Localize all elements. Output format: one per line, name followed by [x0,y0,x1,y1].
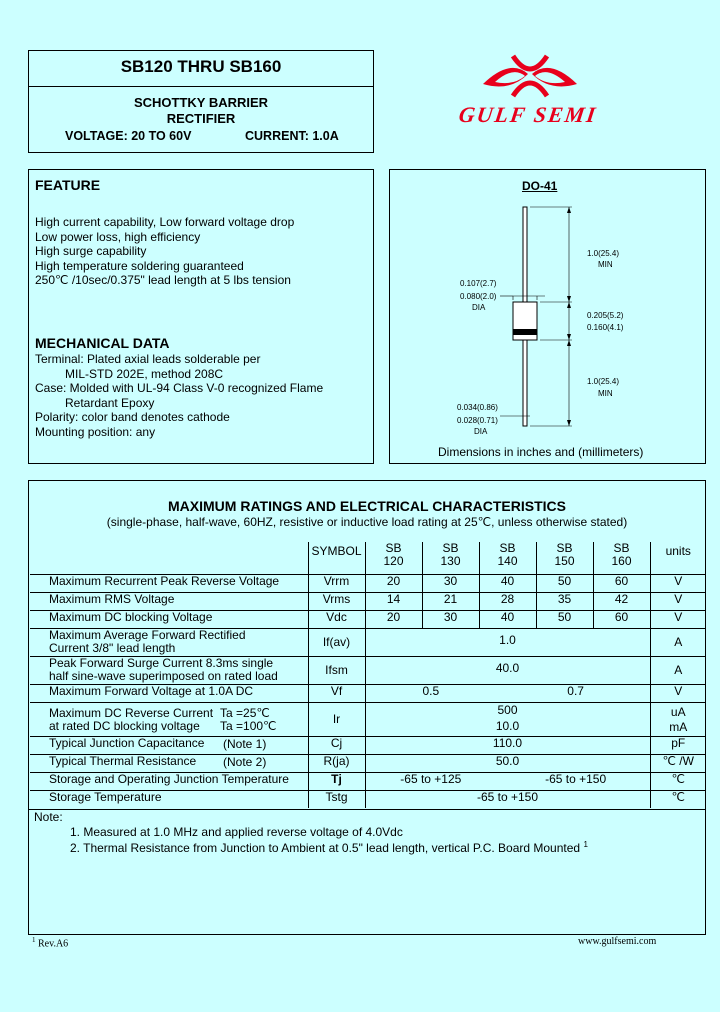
table-row [30,574,706,592]
param-cell: Maximum DC Reverse Current at rated DC blocking voltage Ta =25℃ Ta =100℃ [30,702,308,736]
dim-body-len-max: 0.205(5.2) [587,311,624,320]
unit-cell: V [650,610,706,628]
brand-name: GULF SEMI [457,102,599,127]
title-box [28,50,374,153]
unit-cell: uA mA [650,702,706,736]
unit-cell: V [650,574,706,592]
value-cell: 14 [365,592,422,610]
dim-body-dia-max: 0.107(2.7) [460,279,497,288]
symbol-header: SYMBOL [308,542,365,574]
dim-body-dia-label: DIA [472,303,486,312]
symbol-cell: Cj [308,736,365,754]
package-name: DO-41 [522,179,558,193]
dimension-caption: Dimensions in inches and (millimeters) [438,445,644,459]
param-cell: Typical Thermal Resistance (Note 2) [30,754,308,772]
dim-lead-bottom-min: MIN [598,389,613,398]
unit-cell: ℃ [650,790,706,808]
symbol-cell: Tj [308,772,365,790]
value-cell: -65 to +125 -65 to +150 [365,772,650,790]
value-cell: 30 [422,574,479,592]
value-cell: 40 [479,610,536,628]
part-header: SB 120 [365,542,422,574]
value-cell: 60 [593,574,650,592]
symbol-cell: Ifsm [308,656,365,684]
param-cell: Maximum Recurrent Peak Reverse Voltage [30,574,308,592]
do41-outline-drawing [390,170,705,463]
value-cell: 21 [422,592,479,610]
dim-lead-top-min: MIN [598,260,613,269]
package-box [389,169,706,464]
ratings-table [30,542,706,808]
value-cell: -65 to +150 [365,790,650,808]
value-cell: 0.5 0.7 [365,684,650,702]
dim-lead-top: 1.0(25.4) [587,249,620,258]
unit-cell: pF [650,736,706,754]
current-rating: CURRENT: 1.0A [245,129,339,143]
param-cell: Peak Forward Surge Current 8.3ms single half sine-wave superimposed on rated load [30,656,308,684]
ratings-subtitle: (single-phase, half-wave, 60HZ, resistive or inductive load rating at 25℃, unless otherwise stated) [106,515,628,529]
symbol-cell: Ir [308,702,365,736]
symbol-cell: Vrrm [308,574,365,592]
dim-body-len-min: 0.160(4.1) [587,323,624,332]
feature-item: High surge capability [35,244,147,258]
value-cell: 500 10.0 [365,702,650,736]
unit-cell: V [650,684,706,702]
table-row [30,592,706,610]
param-cell: Maximum Average Forward Rectified Current 3/8" lead length [30,628,308,656]
note-line: 2. Thermal Resistance from Junction to Ambient at 0.5" lead length, vertical P.C. Board Mounted $^1$ [70,840,588,855]
table-row [30,702,706,736]
value-cell: 50 [536,610,593,628]
units-header: units [650,542,706,574]
symbol-cell: If(av) [308,628,365,656]
value-cell: 110.0 [365,736,650,754]
website: www.gulfsemi.com [578,936,657,947]
part-header: SB 150 [536,542,593,574]
note-label: Note: [34,810,63,824]
dim-lead-dia-min: 0.028(0.71) [457,416,498,425]
unit-cell: ℃ /W [650,754,706,772]
mechanical-line: Terminal: Plated axial leads solderable per [35,352,261,366]
part-header: SB 140 [479,542,536,574]
value-cell: 40 [479,574,536,592]
mechanical-line: MIL-STD 202E, method 208C [65,367,224,381]
dim-lead-dia-max: 0.034(0.86) [457,403,498,412]
symbol-cell: Vf [308,684,365,702]
dim-lead-bottom: 1.0(25.4) [587,377,620,386]
unit-cell: ℃ [650,772,706,790]
mechanical-line: Case: Molded with UL-94 Class V-0 recognized Flame [35,381,324,395]
unit-cell: A [650,628,706,656]
value-cell: 28 [479,592,536,610]
symbol-cell: R(ja) [308,754,365,772]
table-row [30,754,706,772]
value-cell: 20 [365,610,422,628]
value-cell: 1.0 [365,628,650,656]
note-line: 1. Measured at 1.0 MHz and applied reverse voltage of 4.0Vdc [70,825,403,839]
symbol-cell: Vrms [308,592,365,610]
feature-box [28,169,374,464]
table-row [30,736,706,754]
param-cell: Storage Temperature [30,790,308,808]
value-cell: 50 [536,574,593,592]
unit-cell: V [650,592,706,610]
table-row [30,684,706,702]
subtitle-line1: SCHOTTKY BARRIER [133,95,269,110]
value-cell: 35 [536,592,593,610]
voltage-rating: VOLTAGE: 20 TO 60V [65,129,192,143]
mechanical-line: Mounting position: any [35,425,156,439]
param-cell: Maximum Forward Voltage at 1.0A DC [30,684,308,702]
feature-heading: FEATURE [35,177,101,193]
part-range-title: SB120 THRU SB160 [120,57,282,76]
table-row [30,610,706,628]
part-header: SB 160 [593,542,650,574]
mechanical-line: Polarity: color band denotes cathode [35,410,230,424]
symbol-cell: Tstg [308,790,365,808]
revision: $^1$ Rev.A6 [32,936,69,950]
part-header: SB 130 [422,542,479,574]
feature-item: Low power loss, high efficiency [35,230,201,244]
mechanical-heading: MECHANICAL DATA [35,335,170,351]
subtitle-line2: RECTIFIER [166,111,236,126]
feature-item: High current capability, Low forward voltage drop [35,215,295,229]
param-cell: Typical Junction Capacitance (Note 1) [30,736,308,754]
feature-item: High temperature soldering guaranteed [35,259,244,273]
mechanical-line: Retardant Epoxy [65,396,155,410]
dim-body-dia-min: 0.080(2.0) [460,292,497,301]
table-row [30,656,706,684]
table-row [30,628,706,656]
value-cell: 30 [422,610,479,628]
param-cell: Maximum RMS Voltage [30,592,308,610]
dim-lead-dia-label: DIA [474,427,488,436]
value-cell: 40.0 [365,656,650,684]
table-row [30,772,706,790]
value-cell: 20 [365,574,422,592]
feature-item: 250℃ /10sec/0.375" lead length at 5 lbs tension [35,273,291,287]
ratings-title: MAXIMUM RATINGS AND ELECTRICAL CHARACTERISTICS [168,498,566,514]
symbol-cell: Vdc [308,610,365,628]
param-cell: Maximum DC blocking Voltage [30,610,308,628]
table-row [30,790,706,808]
value-cell: 42 [593,592,650,610]
value-cell: 60 [593,610,650,628]
param-cell: Storage and Operating Junction Temperature [30,772,308,790]
unit-cell: A [650,656,706,684]
gulf-semi-logo [455,52,605,132]
value-cell: 50.0 [365,754,650,772]
table-header-row [30,542,706,574]
